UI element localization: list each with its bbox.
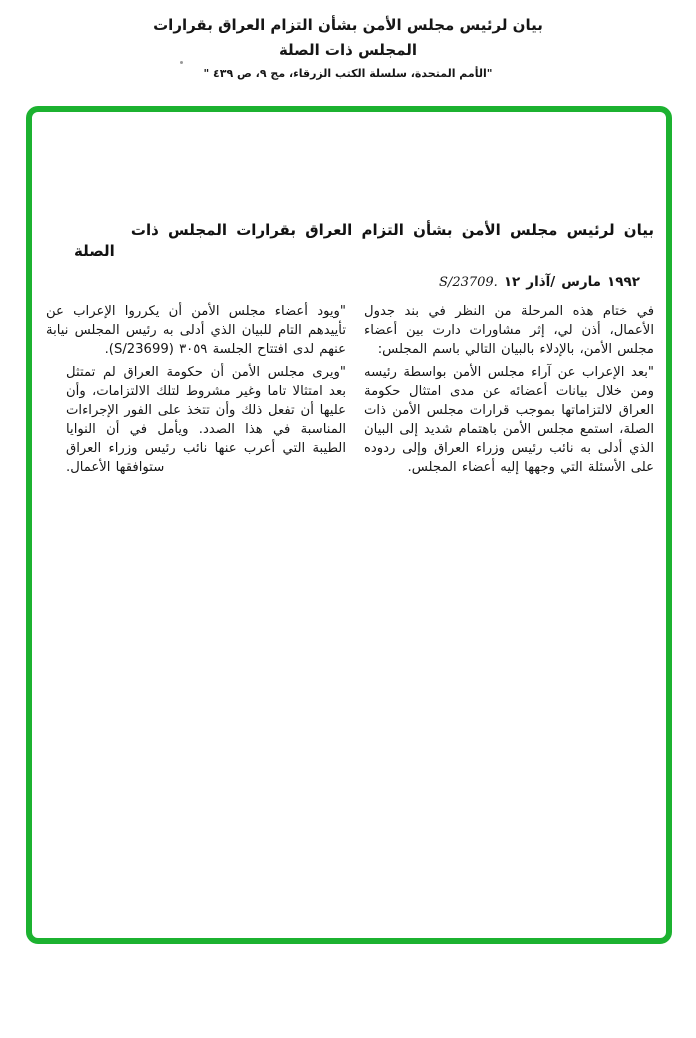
date-month-gregorian: مارس (561, 274, 602, 290)
document-page (32, 112, 666, 938)
document-title (46, 220, 654, 262)
scan-artifact-dot (180, 61, 183, 64)
document-symbol: S/23709. (439, 275, 498, 290)
dateline (48, 274, 640, 290)
date-day: ١٢ (503, 274, 521, 290)
document-title-line2: الصلة (74, 242, 115, 260)
column-right (364, 302, 654, 481)
paragraph-reaffirm-support: "ويود أعضاء مجلس الأمن أن يكرروا الإعراب عن تأييدهم التام للبيان الذي أدلى به رئيس المجلس نيابة عنهم لدى افتتاح الجلسة ٣٠٥٩ (S/23699). (46, 304, 346, 357)
paragraph-intro: في ختام هذه المرحلة من النظر في بند جدول الأعمال، أذن لي، إثر مشاورات دارت بين أعضاء مجلس الأمن، بالإدلاء بالبيان التالي باسم المجلس: (364, 304, 654, 357)
annotation-frame (26, 106, 672, 944)
source-citation: "الأمم المتحدة، سلسلة الكتب الزرقاء، مج ٩، ص ٤٣٩ " (203, 67, 493, 80)
document-title-line1: بيان لرئيس مجلس الأمن بشأن التزام العراق بقرارات المجلس ذات (130, 221, 654, 239)
page-title-line1: بيان لرئيس مجلس الأمن بشأن التزام العراق بقرارات (153, 16, 543, 34)
body-columns (46, 302, 654, 481)
paragraph-noncompliance: "ويرى مجلس الأمن أن حكومة العراق لم تمتثل بعد امتثالا تاما وغير مشروط لتلك الالتزامات، وأن عليها أن تفعل ذلك وأن تتخذ على الفور الإجراءات المناسبة في هذا الصدد. ويأمل في أن النوايا الطيبة التي أعرب عنها نائب رئيس وزراء العراق ستوافقها الأعمال. (66, 365, 346, 475)
date-year: ١٩٩٢ (607, 274, 640, 290)
page-title-line2: المجلس ذات الصلة (278, 41, 418, 59)
paragraph-council-statement: "بعد الإعراب عن آراء مجلس الأمن بواسطة رئيسه ومن خلال بيانات أعضائه عن مدى امتثال حكومة العراق لالتزاماتها بموجب قرارات مجلس الأمن ذات الصلة، استمع مجلس الأمن باهتمام شديد إلى البيان الذي أدلى به نائب رئيس وزراء العراق وإلى ردوده على الأسئلة التي وجهها إليه أعضاء المجلس. (364, 365, 654, 475)
column-left (46, 302, 346, 481)
page-header (0, 12, 696, 84)
date-month-arabic: آذار/ (526, 274, 556, 290)
